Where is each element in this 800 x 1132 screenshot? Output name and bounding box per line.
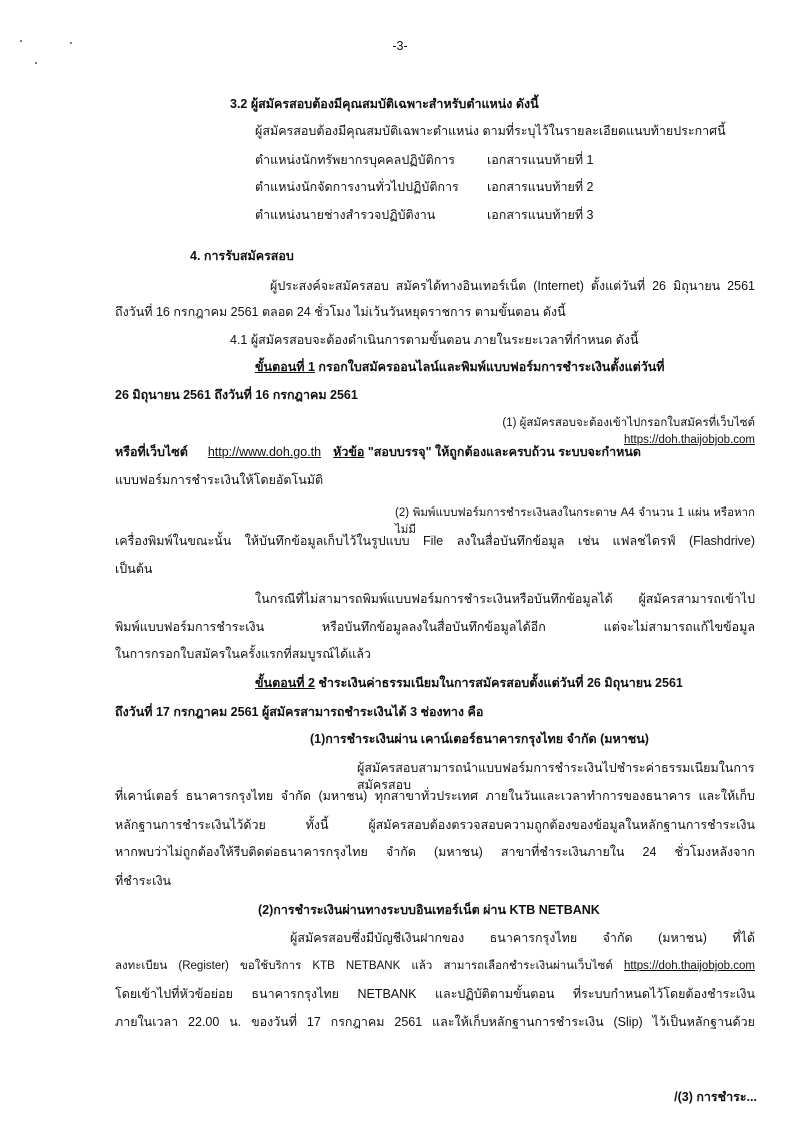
item1-text: หรือที่เว็บไซต์	[115, 445, 188, 459]
paragraph-line: เครื่องพิมพ์ในขณะนั้น ให้บันทึกข้อมูลเก็บไว้ในรูปแบบ File ลงในสื่อบันทึกข้อมูล เช่น แฟลชไดรฟ์ (Flashdrive)	[115, 534, 755, 548]
paragraph-line: แบบฟอร์มการชำระเงินให้โดยอัตโนมัติ	[115, 473, 324, 487]
paragraph-line: ถึงวันที่ 16 กรกฎาคม 2561 ตลอด 24 ชั่วโมง ไม่เว้นวันหยุดราชการ ตามขั้นตอน ดังนี้	[115, 305, 566, 319]
position-name: ตำแหน่งนักจัดการงานทั่วไปปฏิบัติการ	[255, 180, 459, 194]
paragraph-line: (2) พิมพ์แบบฟอร์มการชำระเงินลงในกระดาษ A4 จำนวน 1 แผ่น หรือหากไม่มี	[395, 507, 755, 536]
step2-text: ชำระเงินค่าธรรมเนียมในการสมัครสอบตั้งแต่วันที่ 26 มิถุนายน 2561	[314, 676, 683, 690]
section-4-1-heading: 4.1 ผู้สมัครสอบจะต้องดำเนินการตามขั้นตอน ภายในระยะเวลาที่กำหนด ดังนี้	[230, 333, 639, 347]
position-name: ตำแหน่งนักทรัพยากรบุคคลปฏิบัติการ	[255, 153, 456, 167]
paragraph-line: เป็นต้น	[115, 562, 153, 576]
paragraph-text: ลงทะเบียน (Register) ขอใช้บริการ KTB NETBANK แล้ว สามารถเลือกชำระเงินผ่านเว็บไซต์	[115, 960, 624, 972]
position-name: ตำแหน่งนายช่างสำรวจปฏิบัติงาน	[255, 208, 436, 222]
paragraph-line: หลักฐานการชำระเงินไว้ด้วย ทั้งนี้ ผู้สมัครสอบต้องตรวจสอบความถูกต้องของข้อมูลในหลักฐานการชำระเงิน	[115, 818, 755, 832]
paragraph-line: ผู้สมัครสอบสามารถนำแบบฟอร์มการชำระเงินไปชำระค่าธรรมเนียมในการสมัครสอบ	[357, 761, 755, 792]
link-thaijobjob[interactable]: https://doh.thaijobjob.com	[623, 960, 755, 972]
paragraph-line: ที่ชำระเงิน	[115, 874, 172, 888]
position-attachment: เอกสารแนบท้ายที่ 1	[487, 153, 594, 167]
topic-label: หัวข้อ	[333, 445, 365, 459]
payment-2-heading: (2)การชำระเงินผ่านทางระบบอินเทอร์เน็ต ผ่าน KTB NETBANK	[258, 903, 600, 917]
paragraph-line: ที่เคาน์เตอร์ ธนาคารกรุงไทย จำกัด (มหาชน) ทุกสาขาทั่วประเทศ ภายในวันและเวลาทำการของธนาคาร และให้เก็บ	[115, 789, 755, 803]
paragraph-line: โดยเข้าไปที่หัวข้อย่อย ธนาคารกรุงไทย NETBANK และปฏิบัติตามขั้นตอน ที่ระบบกำหนดไว้โดยต้องชำระเงิน	[115, 987, 755, 1001]
paragraph-line: พิมพ์แบบฟอร์มการชำระเงิน หรือบันทึกข้อมูลลงในสื่อบันทึกข้อมูลได้อีก แต่จะไม่สามารถแก้ไขข้อมูล	[115, 620, 755, 634]
payment-1-heading: (1)การชำระเงินผ่าน เคาน์เตอร์ธนาคารกรุงไทย จำกัด (มหาชน)	[310, 732, 649, 746]
item1-line	[115, 444, 755, 461]
paragraph-line: ผู้ประสงค์จะสมัครสอบ สมัครได้ทางอินเทอร์เน็ต (Internet) ตั้งแต่วันที่ 26 มิถุนายน 2561	[270, 279, 755, 293]
position-attachment: เอกสารแนบท้ายที่ 3	[487, 208, 594, 222]
paragraph-line: ภายในเวลา 22.00 น. ของวันที่ 17 กรกฎาคม 2561 และให้เก็บหลักฐานการชำระเงิน (Slip) ไว้เป็นหลักฐานด้วย	[115, 1015, 755, 1029]
step2-dates: ถึงวันที่ 17 กรกฎาคม 2561 ผู้สมัครสามารถชำระเงินได้ 3 ช่องทาง คือ	[115, 705, 484, 719]
link-thaijobjob[interactable]: https://doh.thaijobjob.com	[623, 434, 755, 446]
paragraph-line: ในกรณีที่ไม่สามารถพิมพ์แบบฟอร์มการชำระเงินหรือบันทึกข้อมูลได้ ผู้สมัครสามารถเข้าไป	[255, 592, 755, 606]
paragraph-line: หากพบว่าไม่ถูกต้องให้รีบติดต่อธนาคารกรุงไทย จำกัด (มหาชน) สาขาที่ชำระเงินภายใน 24 ชั่วโมงหลังจาก	[115, 845, 755, 859]
step1-text: กรอกใบสมัครออนไลน์และพิมพ์แบบฟอร์มการชำระเงินตั้งแต่วันที่	[314, 360, 665, 374]
paragraph-line	[115, 958, 755, 975]
step2-line	[255, 675, 755, 692]
step2-label: ขั้นตอนที่ 2	[255, 676, 315, 690]
item1-text: (1) ผู้สมัครสอบจะต้องเข้าไปกรอกใบสมัครที่เว็บไซต์	[502, 417, 755, 429]
scan-speck	[35, 62, 37, 64]
paragraph-line: ในการกรอกใบสมัครในครั้งแรกที่สมบูรณ์ได้แล้ว	[115, 647, 371, 661]
paragraph-line: ผู้สมัครสอบซึ่งมีบัญชีเงินฝากของ ธนาคารกรุงไทย จำกัด (มหาชน) ที่ได้	[290, 931, 755, 945]
section-3-2-intro: ผู้สมัครสอบต้องมีคุณสมบัติเฉพาะตำแหน่ง ตามที่ระบุไว้ในรายละเอียดแนบท้ายประกาศนี้	[255, 124, 726, 138]
page-number: -3-	[392, 39, 408, 53]
step1-dates: 26 มิถุนายน 2561 ถึงวันที่ 16 กรกฎาคม 2561	[115, 388, 358, 402]
position-attachment: เอกสารแนบท้ายที่ 2	[487, 180, 594, 194]
link-doh[interactable]: http://www.doh.go.th	[207, 445, 322, 459]
continuation-note: /(3) การชำระ...	[674, 1090, 757, 1104]
section-4-heading: 4. การรับสมัครสอบ	[190, 249, 294, 263]
step1-line	[255, 359, 755, 376]
step1-label: ขั้นตอนที่ 1	[255, 360, 315, 374]
item1-text: "สอบบรรจุ" ให้ถูกต้องและครบถ้วน ระบบจะกำหนด	[364, 445, 642, 459]
section-3-2-heading: 3.2 ผู้สมัครสอบต้องมีคุณสมบัติเฉพาะสำหรับตำแหน่ง ดังนี้	[230, 97, 539, 111]
